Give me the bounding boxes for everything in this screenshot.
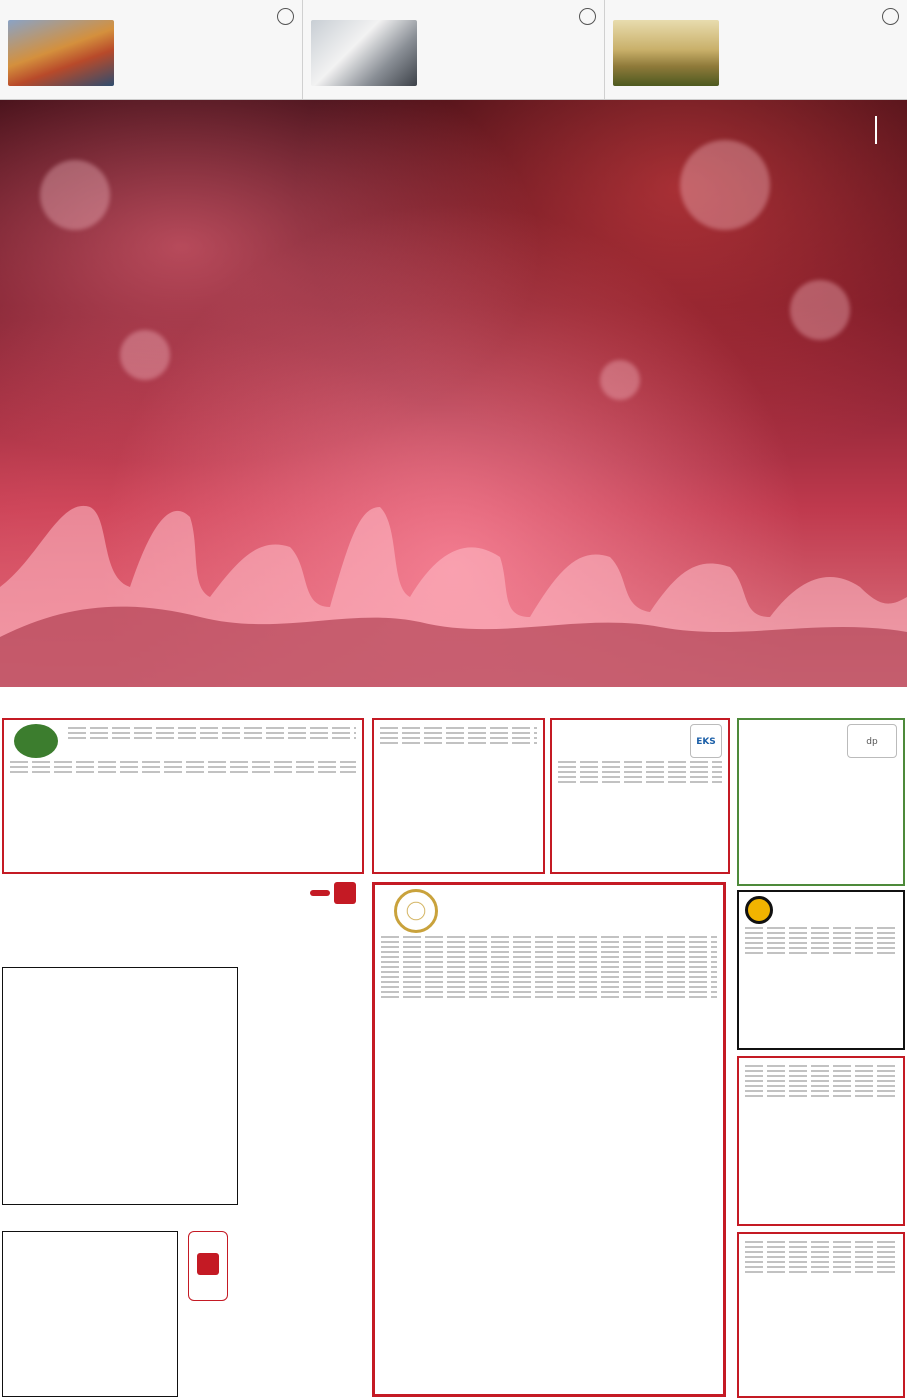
masthead-brand [867, 116, 885, 144]
teaser-cities-1[interactable] [302, 0, 605, 99]
teaser-page-number [277, 8, 294, 25]
teaser-page-number [882, 8, 899, 25]
ad-tender-extension[interactable] [737, 718, 905, 886]
crossword-icon [334, 882, 356, 904]
answer-icon [197, 1253, 219, 1275]
port-cranes-image [8, 20, 114, 86]
answer-badge [188, 1231, 228, 1301]
eks-logo: EKS [690, 724, 722, 758]
crossword-label [310, 890, 330, 896]
crossword-grid[interactable] [2, 967, 238, 1205]
ad-atieh-gharb[interactable] [737, 1056, 905, 1226]
ad-faran[interactable] [737, 1232, 905, 1398]
teaser-cities-2[interactable] [0, 0, 302, 99]
ashura-hero-image [0, 100, 907, 687]
ad-sepahan-auction[interactable] [737, 890, 905, 1050]
ad-pars-consult[interactable] [372, 718, 545, 874]
stock-exchange-logo [394, 889, 438, 933]
ad-talise-nemooneh[interactable] [2, 718, 364, 874]
raised-hands-silhouette [0, 437, 907, 687]
answer-grid [2, 1231, 178, 1397]
crossword-clues [250, 924, 362, 928]
classifieds-section [0, 696, 907, 1400]
row-numbers [240, 967, 252, 1205]
crossword-header [0, 879, 362, 907]
ad-tehran-stock-exchange[interactable] [372, 882, 726, 1397]
sepahan-logo [745, 896, 773, 924]
company-logo: dp [847, 724, 897, 758]
cross-reference-bar [0, 0, 907, 100]
office-meeting-image [311, 20, 417, 86]
crossword-badge [310, 882, 356, 904]
talise-logo [14, 724, 58, 758]
ad-eks-meeting[interactable] [550, 718, 730, 874]
crossword-puzzle [0, 879, 362, 1399]
divider [875, 116, 877, 144]
desert-horse-image [613, 20, 719, 86]
teaser-literature[interactable] [604, 0, 907, 99]
teaser-page-number [579, 8, 596, 25]
